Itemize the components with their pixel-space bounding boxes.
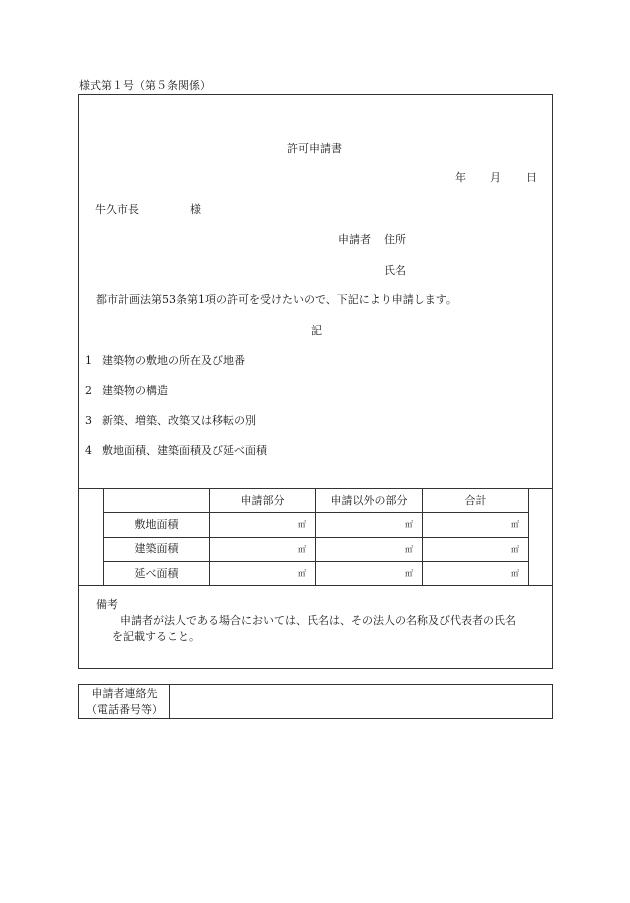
notes-line-2: を記載すること。 xyxy=(112,630,200,643)
item-site-location: 建築物の敷地の所在及び地番 xyxy=(102,354,245,367)
table-header-total: 合計 xyxy=(464,494,487,507)
item-number: 1 xyxy=(85,354,92,367)
item-number: 3 xyxy=(85,414,92,427)
table-row-label-building-area: 建築面積 xyxy=(134,542,179,555)
table-cell-unit: ㎡ xyxy=(298,569,306,578)
addressee-name: 牛久市長 xyxy=(95,203,139,216)
application-statement: 都市計画法第53条第1項の許可を受けたいので、下記により申請します。 xyxy=(96,293,457,306)
item-number: 2 xyxy=(85,384,92,397)
table-cell-unit: ㎡ xyxy=(405,569,413,578)
table-row-label-site-area: 敷地面積 xyxy=(134,518,179,531)
contact-label-line-1: 申請者連絡先 xyxy=(91,687,158,700)
notes-line-1: 申請者が法人である場合においては、氏名は、その法人の名称及び代表者の氏名 xyxy=(120,614,516,627)
table-bottom-border xyxy=(78,585,553,586)
form-title: 許可申請書 xyxy=(287,142,342,155)
contact-label-line-2: （電話番号等） xyxy=(86,703,163,716)
notes-heading: 備考 xyxy=(96,598,118,611)
table-cell-unit: ㎡ xyxy=(405,545,413,554)
applicant-label: 申請者 xyxy=(338,233,371,246)
table-cell-unit: ㎡ xyxy=(511,569,519,578)
ki-mark: 記 xyxy=(311,324,322,337)
table-cell-unit: ㎡ xyxy=(298,520,306,529)
table-cell-unit: ㎡ xyxy=(298,545,306,554)
table-header-applied-part: 申請部分 xyxy=(240,494,285,507)
contact-input-field[interactable] xyxy=(171,686,551,717)
table-cell-unit: ㎡ xyxy=(511,545,519,554)
table-cell-unit: ㎡ xyxy=(405,520,413,529)
table-row-label-total-floor-area: 延べ面積 xyxy=(134,567,179,580)
applicant-name-label: 氏名 xyxy=(384,264,406,277)
date-month-label: 月 xyxy=(490,171,501,184)
date-day-label: 日 xyxy=(526,171,537,184)
addressee-honorific: 様 xyxy=(190,203,201,216)
item-number: 4 xyxy=(85,444,92,457)
applicant-address-label: 住所 xyxy=(384,233,406,246)
item-construction-type: 新築、増築、改築又は移転の別 xyxy=(102,414,256,427)
table-header-other-part: 申請以外の部分 xyxy=(330,494,408,507)
date-year-label: 年 xyxy=(455,171,466,184)
table-cell-unit: ㎡ xyxy=(511,520,519,529)
form-label: 様式第１号（第５条関係） xyxy=(79,79,211,92)
table-col-divider xyxy=(528,488,529,585)
contact-divider xyxy=(169,684,170,719)
item-building-structure: 建築物の構造 xyxy=(102,384,168,397)
item-area-summary: 敷地面積、建築面積及び延べ面積 xyxy=(102,444,267,457)
